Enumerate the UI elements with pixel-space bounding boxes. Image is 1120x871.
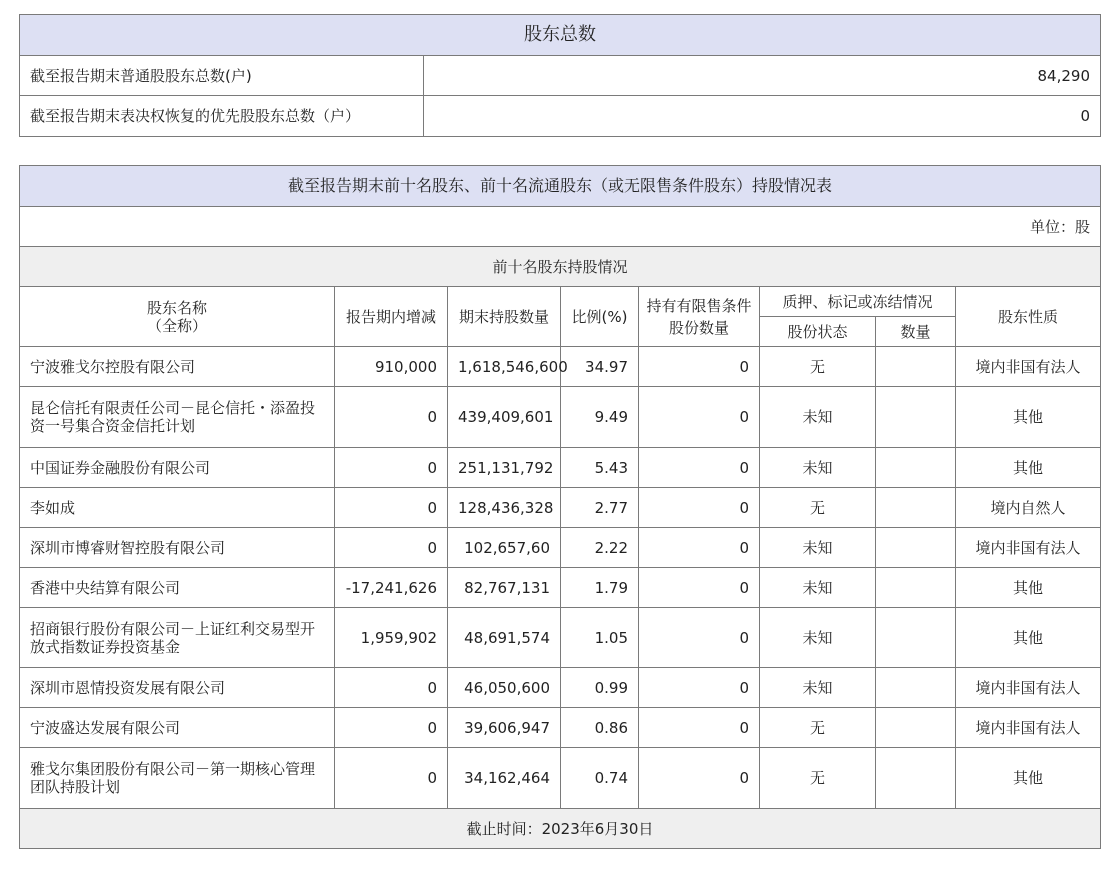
table-row xyxy=(20,387,1101,448)
holder-restricted: 0 xyxy=(639,488,760,528)
holder-nature: 境内自然人 xyxy=(956,488,1101,528)
holder-change: 910,000 xyxy=(335,347,448,387)
holder-qty xyxy=(876,608,956,668)
holder-name: 中国证券金融股份有限公司 xyxy=(20,448,335,488)
header-shares: 期末持股数量 xyxy=(448,287,561,347)
header-name-main: 股东名称 xyxy=(146,298,207,317)
table-row xyxy=(20,608,1101,668)
holder-status: 未知 xyxy=(760,608,876,668)
holder-restricted: 0 xyxy=(639,448,760,488)
header-name-sub: （全称） xyxy=(146,316,207,335)
unit-row xyxy=(20,207,1101,247)
section-title-row xyxy=(20,247,1101,287)
holdings-title: 截至报告期末前十名股东、前十名流通股东（或无限售条件股东）持股情况表 xyxy=(20,166,1101,207)
holder-status: 未知 xyxy=(760,448,876,488)
holder-qty xyxy=(876,708,956,748)
table-row xyxy=(20,347,1101,387)
holder-nature: 其他 xyxy=(956,748,1101,809)
holder-status: 无 xyxy=(760,708,876,748)
holder-shares: 251,131,792 xyxy=(448,448,561,488)
holder-restricted: 0 xyxy=(639,387,760,448)
holder-ratio: 9.49 xyxy=(561,387,639,448)
holder-change: 0 xyxy=(335,528,448,568)
header-pledge-status: 股份状态 xyxy=(760,317,876,347)
holder-name: 宁波雅戈尔控股有限公司 xyxy=(20,347,335,387)
holder-shares: 82,767,131 xyxy=(448,568,561,608)
summary-title-row xyxy=(20,15,1101,56)
holder-qty xyxy=(876,488,956,528)
holder-ratio: 2.77 xyxy=(561,488,639,528)
holder-nature: 其他 xyxy=(956,608,1101,668)
holder-name: 李如成 xyxy=(20,488,335,528)
header-restricted xyxy=(639,287,760,347)
table-row xyxy=(20,568,1101,608)
holder-shares: 39,606,947 xyxy=(448,708,561,748)
section-title: 前十名股东持股情况 xyxy=(20,247,1101,287)
holder-ratio: 1.05 xyxy=(561,608,639,668)
holder-change: 0 xyxy=(335,488,448,528)
holder-shares: 102,657,60 xyxy=(448,528,561,568)
holder-ratio: 0.86 xyxy=(561,708,639,748)
holder-shares: 439,409,601 xyxy=(448,387,561,448)
holder-qty xyxy=(876,448,956,488)
table-row xyxy=(20,708,1101,748)
holder-ratio: 1.79 xyxy=(561,568,639,608)
holder-ratio: 2.22 xyxy=(561,528,639,568)
header-nature: 股东性质 xyxy=(956,287,1101,347)
holder-qty xyxy=(876,668,956,708)
holder-status: 无 xyxy=(760,347,876,387)
holder-nature: 其他 xyxy=(956,568,1101,608)
holdings-title-row xyxy=(20,166,1101,207)
header-restricted-line1: 持有有限售条件 xyxy=(646,296,752,315)
holder-restricted: 0 xyxy=(639,708,760,748)
summary-value: 0 xyxy=(424,96,1101,137)
holder-name: 雅戈尔集团股份有限公司－第一期核心管理团队持股计划 xyxy=(20,748,335,809)
holder-restricted: 0 xyxy=(639,347,760,387)
holder-ratio: 34.97 xyxy=(561,347,639,387)
holder-nature: 境内非国有法人 xyxy=(956,668,1101,708)
holder-ratio: 0.99 xyxy=(561,668,639,708)
holder-nature: 境内非国有法人 xyxy=(956,528,1101,568)
summary-label: 截至报告期末表决权恢复的优先股股东总数（户） xyxy=(20,96,424,137)
holder-status: 未知 xyxy=(760,568,876,608)
holder-status: 未知 xyxy=(760,387,876,448)
summary-row xyxy=(20,96,1101,137)
table-row xyxy=(20,488,1101,528)
table-row xyxy=(20,668,1101,708)
holder-qty xyxy=(876,528,956,568)
holder-name: 招商银行股份有限公司－上证红利交易型开放式指数证券投资基金 xyxy=(20,608,335,668)
holder-restricted: 0 xyxy=(639,608,760,668)
shareholder-count-table xyxy=(19,14,1101,137)
column-header-row xyxy=(20,287,1101,317)
holder-change: 0 xyxy=(335,387,448,448)
holder-change: 0 xyxy=(335,708,448,748)
holder-change: 0 xyxy=(335,668,448,708)
holder-shares: 128,436,328 xyxy=(448,488,561,528)
table-row xyxy=(20,448,1101,488)
cutoff-date: 截止时间：2023年6月30日 xyxy=(20,809,1101,849)
summary-value: 84,290 xyxy=(424,56,1101,96)
table-row xyxy=(20,528,1101,568)
holder-change: 0 xyxy=(335,748,448,809)
holder-qty xyxy=(876,748,956,809)
unit-label: 单位：股 xyxy=(20,207,1101,247)
table-row xyxy=(20,748,1101,809)
header-change: 报告期内增减 xyxy=(335,287,448,347)
holder-name: 宁波盛达发展有限公司 xyxy=(20,708,335,748)
holder-restricted: 0 xyxy=(639,528,760,568)
holder-nature: 境内非国有法人 xyxy=(956,347,1101,387)
holder-qty xyxy=(876,568,956,608)
holder-nature: 其他 xyxy=(956,387,1101,448)
holder-shares: 46,050,600 xyxy=(448,668,561,708)
holder-nature: 境内非国有法人 xyxy=(956,708,1101,748)
header-name xyxy=(20,287,335,347)
holder-name: 香港中央结算有限公司 xyxy=(20,568,335,608)
holder-change: 0 xyxy=(335,448,448,488)
holder-change: 1,959,902 xyxy=(335,608,448,668)
holder-restricted: 0 xyxy=(639,748,760,809)
holder-restricted: 0 xyxy=(639,668,760,708)
holder-status: 未知 xyxy=(760,528,876,568)
footer-row xyxy=(20,809,1101,849)
top-ten-holders-table xyxy=(19,165,1101,849)
holder-name: 深圳市博睿财智控股有限公司 xyxy=(20,528,335,568)
header-pledge: 质押、标记或冻结情况 xyxy=(760,287,956,317)
header-pledge-qty: 数量 xyxy=(876,317,956,347)
summary-label: 截至报告期末普通股股东总数(户) xyxy=(20,56,424,96)
header-restricted-line2: 股份数量 xyxy=(668,318,729,337)
holder-qty xyxy=(876,347,956,387)
holder-shares: 48,691,574 xyxy=(448,608,561,668)
summary-title: 股东总数 xyxy=(20,15,1101,56)
holder-name: 深圳市恩情投资发展有限公司 xyxy=(20,668,335,708)
holder-nature: 其他 xyxy=(956,448,1101,488)
holder-ratio: 5.43 xyxy=(561,448,639,488)
holder-change: -17,241,626 xyxy=(335,568,448,608)
holder-shares: 1,618,546,600 xyxy=(448,347,561,387)
header-ratio: 比例(%) xyxy=(561,287,639,347)
summary-row xyxy=(20,56,1101,96)
holder-status: 无 xyxy=(760,488,876,528)
holder-name: 昆仑信托有限责任公司－昆仑信托・添盈投资一号集合资金信托计划 xyxy=(20,387,335,448)
holder-restricted: 0 xyxy=(639,568,760,608)
holder-status: 无 xyxy=(760,748,876,809)
holder-qty xyxy=(876,387,956,448)
holder-status: 未知 xyxy=(760,668,876,708)
holder-ratio: 0.74 xyxy=(561,748,639,809)
holder-shares: 34,162,464 xyxy=(448,748,561,809)
